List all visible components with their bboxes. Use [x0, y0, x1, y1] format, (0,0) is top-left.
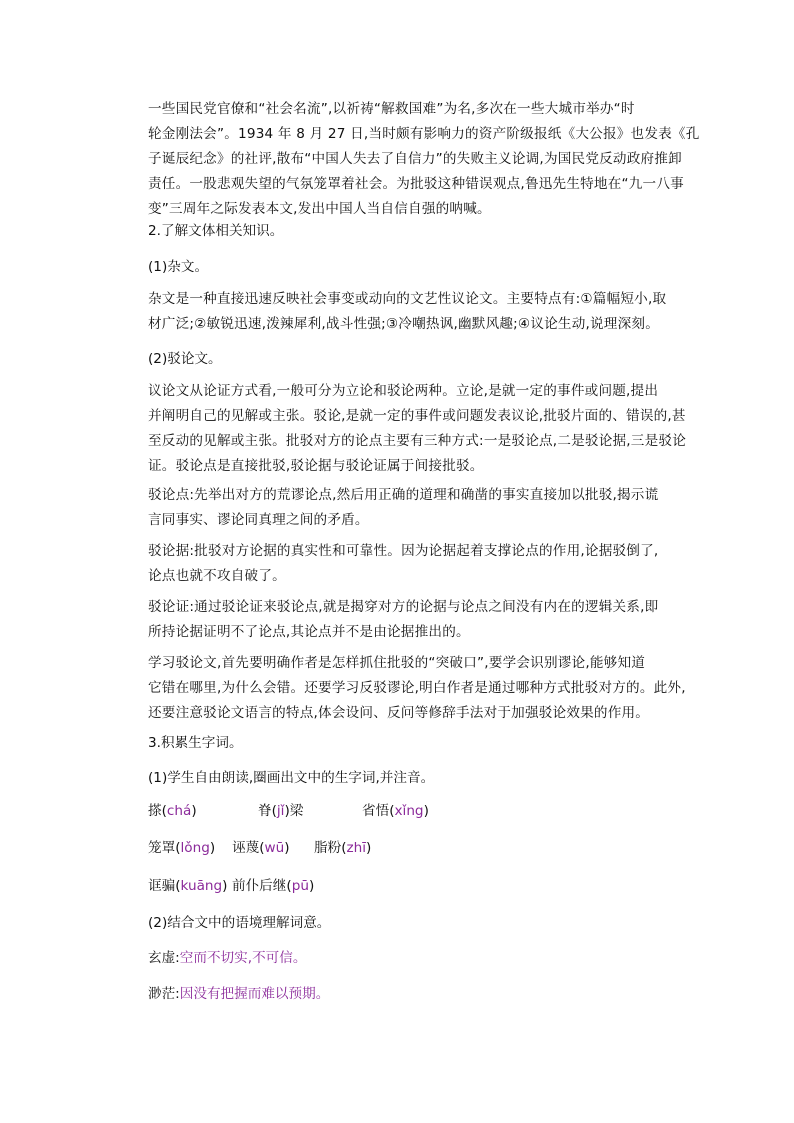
definition-row: [148, 984, 329, 1004]
vocab-row-3: [148, 876, 314, 896]
instruction-text: (2)结合文中的语境理解词意。: [148, 915, 331, 931]
vocab-item: 笼罩(lǒng): [148, 840, 216, 856]
text-line: 一些国民党官僚和“社会名流”,以祈祷“解救国难”为名,多次在一些大城市举办“时: [148, 101, 635, 117]
bolunzheng-paragraph: [148, 595, 672, 645]
text-line: 它错在哪里,为什么会错。还要学习反驳谬论,明白作者是通过哪种方式批驳对方的。此外,: [148, 680, 686, 696]
zawen-paragraph: [148, 287, 672, 337]
study-paragraph: [148, 651, 686, 726]
text-line: 轮金刚法会”。1934 年 8 月 27 日,当时颇有影响力的资产阶级报纸《大公报》也发表《孔: [148, 126, 700, 142]
text-line: 议论文从论证方式看,一般可分为立论和驳论两种。立论,是就一定的事件或问题,提出: [148, 383, 659, 399]
text-line: 至反动的见解或主张。批驳对方的论点主要有三种方式:一是驳论点,二是驳论据,三是驳论: [148, 433, 686, 449]
text-line: 证。驳论点是直接批驳,驳论据与驳论证属于间接批驳。: [148, 458, 484, 474]
vocab-item: 省悟(xǐng): [362, 803, 429, 819]
text-line: 还要注意驳论文语言的特点,体会设问、反问等修辞手法对于加强驳论效果的作用。: [148, 705, 650, 721]
subheading-bolunwen: (2)驳论文。: [148, 351, 222, 367]
vocab-item: 诓骗(kuāng): [148, 878, 228, 894]
bolundian-paragraph: [148, 483, 672, 533]
bolunwen-paragraph: [148, 379, 686, 479]
vocab-item: 搽(chá): [148, 803, 197, 819]
text-line: 驳论据:批驳对方论据的真实性和可靠性。因为论据起着支撑论点的作用,论据驳倒了,: [148, 543, 659, 559]
vocab-item: 诬蔑(wū): [232, 840, 290, 856]
instruction-text: (1)学生自由朗读,圈画出文中的生字词,并注音。: [148, 770, 435, 786]
bolunju-paragraph: [148, 539, 672, 589]
section-heading: 3.积累生字词。: [148, 735, 243, 751]
text-line: 学习驳论文,首先要明确作者是怎样抓住批驳的“突破口”,要学会识别谬论,能够知道: [148, 655, 646, 671]
subheading-zawen: (1)杂文。: [148, 259, 209, 275]
text-line: 变”三周年之际发表本文,发出中国人当自信自强的呐喊。: [148, 201, 491, 217]
text-line: 驳论证:通过驳论证来驳论点,就是揭穿对方的论据与论点之间没有内在的逻辑关系,即: [148, 599, 659, 615]
text-line: 驳论点:先举出对方的荒谬论点,然后用正确的道理和确凿的事实直接加以批驳,揭示谎: [148, 487, 659, 503]
definition-term: 玄虚:: [148, 950, 180, 966]
text-line: 并阐明自己的见解或主张。驳论,是就一定的事件或问题发表议论,批驳片面的、错误的,甚: [148, 408, 686, 424]
section-heading: 2.了解文体相关知识。: [148, 223, 284, 239]
vocab-item: 前仆后继(pū): [232, 878, 315, 894]
vocab-row-1: [148, 801, 429, 821]
vocab-item: 脊(jǐ)梁: [258, 803, 304, 819]
text-line: 材广泛;②敏锐迅速,泼辣犀利,战斗性强;③冷嘲热讽,幽默风趣;④议论生动,说理深刻。: [148, 316, 659, 332]
text-line: 杂文是一种直接迅速反映社会事变或动向的文艺性议论文。主要特点有:①篇幅短小,取: [148, 291, 667, 307]
text-line: 所持论据证明不了论点,其论点并不是由论据推出的。: [148, 624, 470, 640]
text-line: 责任。一股悲观失望的气氛笼罩着社会。为批驳这种错误观点,鲁迅先生特地在“九一八事: [148, 176, 684, 192]
text-line: 论点也就不攻自破了。: [148, 568, 286, 584]
definition-meaning: 因没有把握而难以预期。: [179, 986, 330, 1002]
vocab-item: 脂粉(zhī): [314, 840, 372, 856]
definition-meaning: 空而不切实,不可信。: [179, 950, 307, 966]
definition-term: 渺茫:: [148, 986, 180, 1002]
text-line: 子诞辰纪念》的社评,散布“中国人失去了自信力”的失败主义论调,为国民党反动政府推卸: [148, 151, 682, 167]
vocab-row-2: [148, 838, 371, 858]
intro-paragraph: [148, 97, 700, 222]
text-line: 言同事实、谬论同真理之间的矛盾。: [148, 512, 369, 528]
definition-row: [148, 948, 306, 968]
